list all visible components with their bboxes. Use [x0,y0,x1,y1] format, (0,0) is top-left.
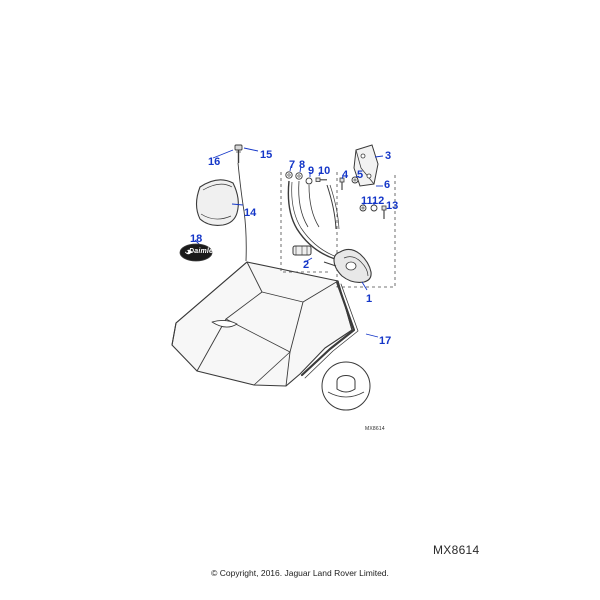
pin-stud-part-15-16 [235,145,242,163]
callout-1: 1 [366,293,373,305]
callout-18: 18 [190,233,203,245]
detail-circle-socket [322,362,370,410]
daimler-badge-label: Daimler [189,248,217,255]
callout-3: 3 [385,150,392,162]
callout-2: 2 [303,259,310,271]
callout-5: 5 [357,169,364,181]
fastener-cluster-11-12-13 [360,205,386,219]
callout-4: 4 [342,169,349,181]
callout-11: 11 [361,195,373,207]
strap-cable-assembly-part-2 [288,181,339,259]
callout-15: 15 [260,149,273,161]
callout-6: 6 [384,179,391,191]
daimler-badge-icon [179,243,217,262]
callout-8: 8 [299,159,306,171]
callout-10: 10 [318,165,331,177]
diagram-code-main: MX8614 [433,543,480,557]
callout-13: 13 [386,200,399,212]
callout-17: 17 [379,335,392,347]
callout-14: 14 [244,207,257,219]
rear-panel-part-14 [197,180,239,226]
copyright-notice: © Copyright, 2016. Jaguar Land Rover Limited. [211,568,389,578]
diagram-code-small: MX8614 [365,426,385,432]
callout-16: 16 [208,156,221,168]
callout-12: 12 [372,195,385,207]
callout-9: 9 [308,165,315,177]
callout-7: 7 [289,159,296,171]
